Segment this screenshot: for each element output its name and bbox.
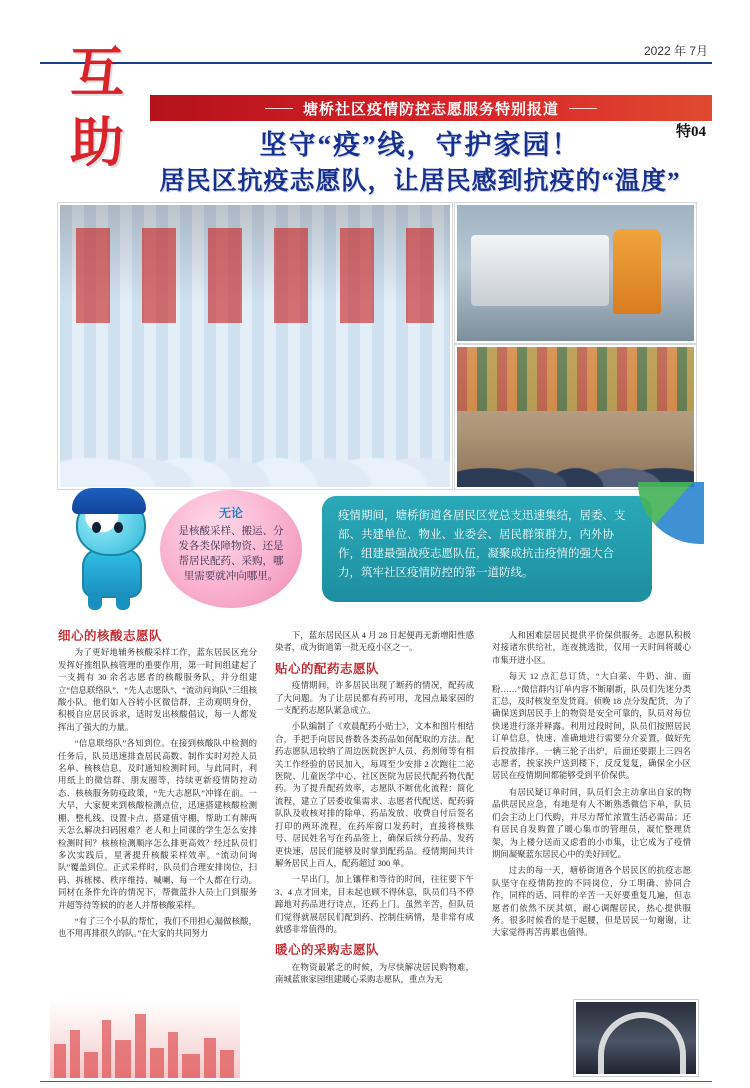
photo-background-wall <box>76 228 435 324</box>
supplies-delivery-photo <box>455 203 696 343</box>
paragraph: 下，蓝东居民区从 4 月 28 日起便再无新增阳性感染者，成为街道第一批无疫小区之一。 <box>275 631 474 653</box>
paragraph: 有居民疑订单时间，队员们会主动拿出自家的物品供居民应急，有地是有人不断熟悉微信下单，队员们会主动上门代购，并尽力帮忙浓置生活必需品；还有居民自发购置了暖心集市的管理员，凝忙整理货架，为上楼分送而又虑看的小市集，让它成为了疫情期间凝聚蓝东居民心中的美好回忆。 <box>492 787 691 859</box>
photo-volunteer-figures <box>60 323 450 487</box>
paragraph: 小队编制了《欢晨配药小贴士》，文本和图片相结合，手把手向居民普数各类药品如何配取的方法。配药志愿队迅较纳了周边医院医护人员、药剂师等有相关工作经验的居民加入，每周至少安排 2 次跑往二泌医院、儿童医学中心、社区医院为居民代配药物代配药。为了提升配药效率，志愿队不断优化流程：简化流程，建立了居委收集需求、志愿者代配送、配药骑队队及收核对排的除单、药品发放、收费自付后签名打印的两环流程，在药库窗口发药时，直接将核账号、居民姓名写在药品签上，确保后续分药品、发药更快速，居民们能够及时掌到配药品。疫情期间共计解务居民上百人，配药超过 300 单。 <box>275 722 474 868</box>
landmark-photo <box>574 1000 698 1076</box>
skyline-decoration-icon <box>50 1000 240 1078</box>
paragraph: 一早出门，加上镶样和等待的时间，往往要下午 3、4 点才回来，目未起也顾不得休息，队员们马不停蹄地对药品进行诗点，还药上门。虽然辛苦，但队员们觉得就展居民们配到药、控制住病情，是非常有成就感非常值得的。 <box>275 875 474 934</box>
paragraph: 每天 12 点汇总订货，“大白菜、牛奶、油、面粉……”微信群内订单内容不断刷新，队员们先迷分类汇总，及时核发至发货商。侦晚 18 点分发配货，为了确保送到居民手上的物资是安全可靠的，队员对每位快递进行涤并释露。利用过段时间，队员们按照居民订单信息，快速、准确地进行需要分介妥置，做好先后投放排序。一辆三轮子出炉，后面还要跟上三四名志愿者，挨家挨户送到楼下，反反复复，确保全小区居民在疫情期间都能够受到平价保供。 <box>492 672 691 781</box>
photo-shoppers <box>457 406 694 487</box>
mascot-eye-left <box>92 522 101 533</box>
headline-line-1: 坚守“疫”线，守护家园！ <box>259 130 581 160</box>
masthead-char-1: 互 <box>70 40 126 104</box>
issue-date: 2022 年 7月 <box>643 44 708 58</box>
article-column-2 <box>275 630 474 990</box>
paragraph: “有了三个小队的帮忙，我们不用担心漏做核酸，也不用再排很久的队。”在大家的共同努力 <box>58 916 257 939</box>
masthead-char-2: 助 <box>70 110 126 174</box>
article-columns <box>58 630 692 990</box>
article-title-peiyao: 贴心的配药志愿队 <box>275 661 380 676</box>
masthead-logo <box>52 42 144 192</box>
article-column-1 <box>58 630 257 990</box>
volunteers-group-photo <box>58 203 452 489</box>
mascot-leg-right <box>116 592 130 610</box>
page-number: 特04 <box>675 124 706 140</box>
article-title-hesuan: 细心的核酸志愿队 <box>58 629 163 643</box>
paragraph: 为了更好地辅务核酸采样工作，蓝东居民区充分发挥好推组队核管理的重要作用，第一时间组建起了一支拥有 30 余名志愿者的核酸服务队，并分组建立“信息联络队”、“先人志愿队”、“流动问询队”三组核酸小队。他们如入谷转小区微信群，主动观明身份，积极自应居民诉求，适时发出核酸倡议，每一人都发挥出了强大的力量。 <box>58 648 257 732</box>
photo-delivery-worker <box>613 229 660 313</box>
article-column-3 <box>492 630 691 990</box>
headline-line-2: 居民区抗疫志愿队，让居民感到抗疫的“温度” <box>159 168 681 195</box>
article-title-caigou: 暖心的采购志愿队 <box>275 943 380 958</box>
mascot-cap <box>72 488 146 514</box>
footer-divider <box>40 1081 712 1082</box>
mascot-eye-right <box>114 522 123 533</box>
landmark-arch <box>598 1012 687 1074</box>
page-title <box>150 128 690 198</box>
paragraph: 在物资最紧乏的时候，为尽快解决居民购物难，南城蓝旅家园组建暖心采购志愿队，重点为无 <box>275 962 474 985</box>
community-shop-photo <box>455 345 696 489</box>
section-banner: 塘桥社区疫情防控志愿服务特别报道 <box>150 95 712 121</box>
paragraph: 疫情期间，许多居民出现了断药的情况，配药成了大问题。为了让居民都有药可用，龙园点最家园的一支配药志愿队紧急成立。 <box>275 681 474 716</box>
photo-delivery-van <box>471 235 608 306</box>
paragraph: 人和困难层居民提供平价保供服务。志愿队积极对接诸东供给社，连夜挑选批，仅用一天时间将暖心市集开进小区。 <box>492 631 691 665</box>
paragraph: 过去的每一天，塘桥街道各个居民区的抗疫志愿队坚守在疫情防控的不同岗位，分工明确、协同合作，同样的话、同样的辛苦一天好要重复几遍，但志愿者们依然不厌其烦，耐心调醒居民，热心提供服务。很多时候看的是干起腰，但是居民一句谢谢，让大家觉得再苦再累也值得。 <box>492 866 691 938</box>
volunteer-mascot-icon <box>62 492 158 610</box>
photo-store-shelves <box>457 347 694 411</box>
mascot-bubble-text: 是核酸采样、搬运、分发各类保障物资、还是帮居民配药、采购，哪里需要就冲向哪里。 <box>178 525 284 582</box>
mascot-speech-bubble <box>160 490 302 608</box>
mascot-bubble-title: 无论 <box>218 506 243 520</box>
paragraph: “信息联络队”各知到位。在接到核酸队中检测的任务后，队员迅速排查居民高数、制作实时对控人员名单、核核信息，及时通知检测时间。与此同时，利用纸上的微信群、朋友圈等，持续更新疫情防控动态、核核服务防疫政策，“先大志愿队”冲锋在前。一大早，大家便来到核酸检测点位，迅速搭建核酸检测棚、整札线、设置卡点、搭建值守棚，帮助工有牌两天怎么解决扫码困难？老人和上同课的学生怎么安排检测时间？核核检测顺序怎么排更高效？经过队员们多次实践后，星著提升核酸采样效率。“流动问询队”覆盖到位。正式采样时，队员们合理安排岗位，扫码、拆栋梯、秩序维持、喊喇、每一个人都在行动。同材在条件允许的情况下，帮微蓝扑人员上门到服务并超等待等候的的老人并帮核酸采样。 <box>58 739 257 910</box>
intro-callout-box: 疫情期间，塘桥街道各居民区党总支迅速集结，居委、支部、共建单位、物业、业委会、居民群策群力，内外协作，组建最强战疫志愿队伍，凝聚成抗击疫情的强大合力，筑牢社区疫情防控的第一道防线。 <box>322 496 652 602</box>
mascot-leg-left <box>88 592 102 610</box>
